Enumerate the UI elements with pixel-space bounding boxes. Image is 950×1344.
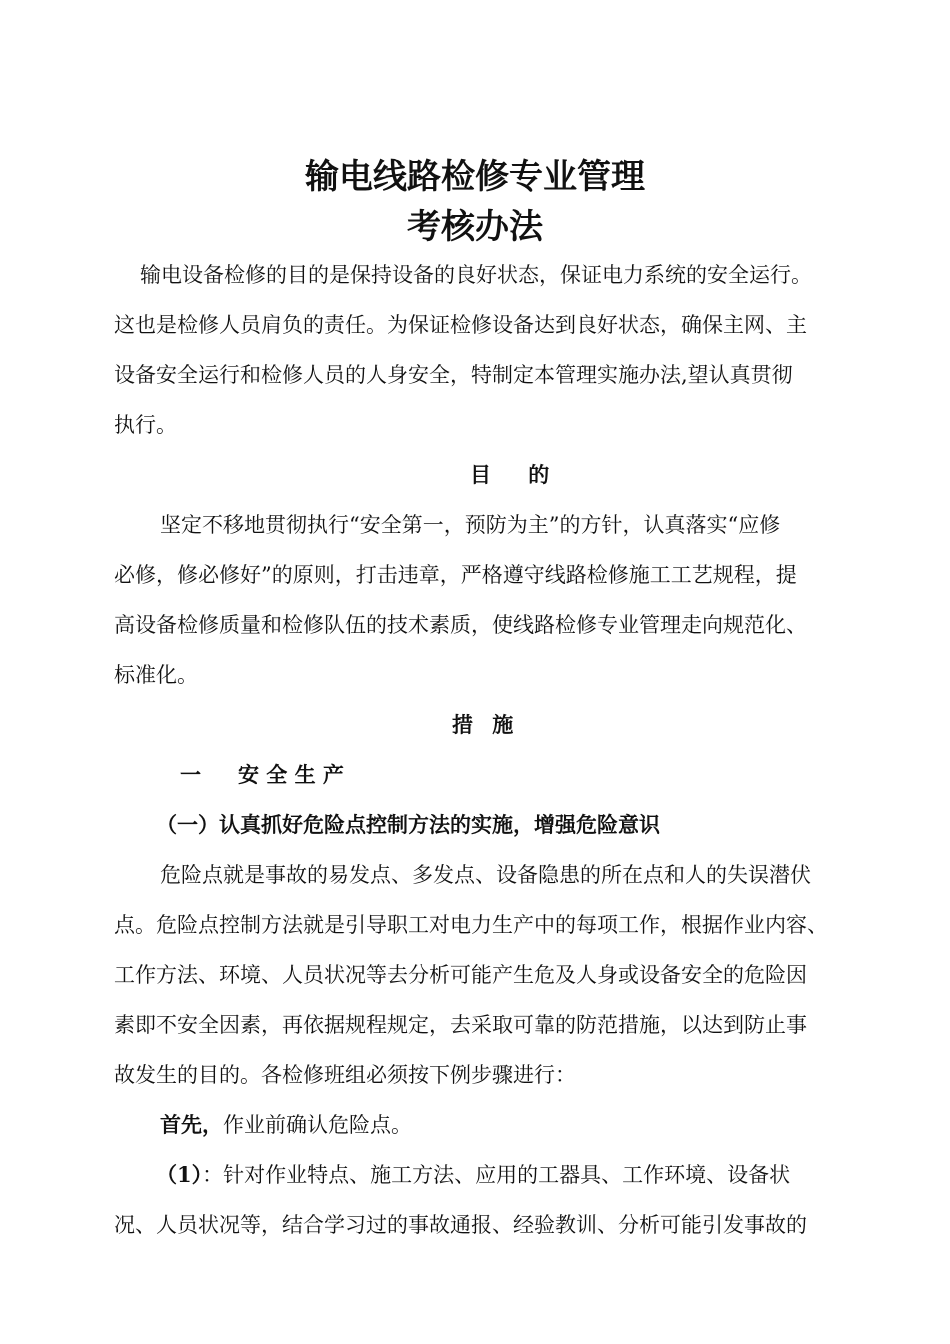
intro-line: 输电设备检修的目的是保持设备的良好状态，保证电力系统的安全运行。 (140, 263, 812, 287)
item1-continuation: 况、人员状况等，结合学习过的事故通报、经验教训、分析可能引发事故的 (114, 1213, 807, 1237)
section-title: 安 全 生 产 (238, 762, 344, 787)
purpose-line: 必修，修必修好”的原则，打击违章，严格遵守线路检修施工工艺规程，提 (114, 563, 797, 587)
purpose-line: 标准化。 (114, 663, 198, 687)
item1-line (156, 1160, 790, 1190)
first-step-label: 首先， (160, 1112, 223, 1137)
danger-line: 工作方法、环境、人员状况等去分析可能产生危及人身或设备安全的危险因 (114, 963, 807, 987)
document-title-line2: 考核办法 (407, 207, 543, 247)
item1-label: （1） (156, 1162, 203, 1187)
purpose-heading: 目 的 (470, 462, 550, 487)
danger-line: 故发生的目的。各检修班组必须按下例步骤进行： (114, 1063, 576, 1087)
first-step-line (160, 1110, 412, 1140)
section-number: 一 (180, 762, 201, 787)
danger-line: 危险点就是事故的易发点、多发点、设备隐患的所在点和人的失误潜伏 (160, 863, 811, 887)
first-step-text: 作业前确认危险点。 (223, 1113, 412, 1137)
item1-text: ：针对作业特点、施工方法、应用的工器具、工作环境、设备状 (202, 1163, 791, 1187)
measures-heading: 措 施 (452, 712, 514, 737)
subsection-heading: （一）认真抓好危险点控制方法的实施，增强危险意识 (156, 812, 660, 837)
intro-line: 执行。 (114, 413, 177, 437)
purpose-line: 坚定不移地贯彻执行“安全第一，预防为主”的方针，认真落实“应修 (160, 513, 781, 537)
danger-line: 素即不安全因素，再依据规程规定，去采取可靠的防范措施，以达到防止事 (114, 1013, 807, 1037)
intro-line: 设备安全运行和检修人员的人身安全，特制定本管理实施办法,望认真贯彻 (114, 363, 793, 387)
intro-line: 这也是检修人员肩负的责任。为保证检修设备达到良好状态，确保主网、主 (114, 313, 807, 337)
purpose-line: 高设备检修质量和检修队伍的技术素质，使线路检修专业管理走向规范化、 (114, 613, 807, 637)
danger-line: 点。危险点控制方法就是引导职工对电力生产中的每项工作，根据作业内容、 (114, 913, 828, 937)
document-title-line1: 输电线路检修专业管理 (305, 157, 645, 197)
